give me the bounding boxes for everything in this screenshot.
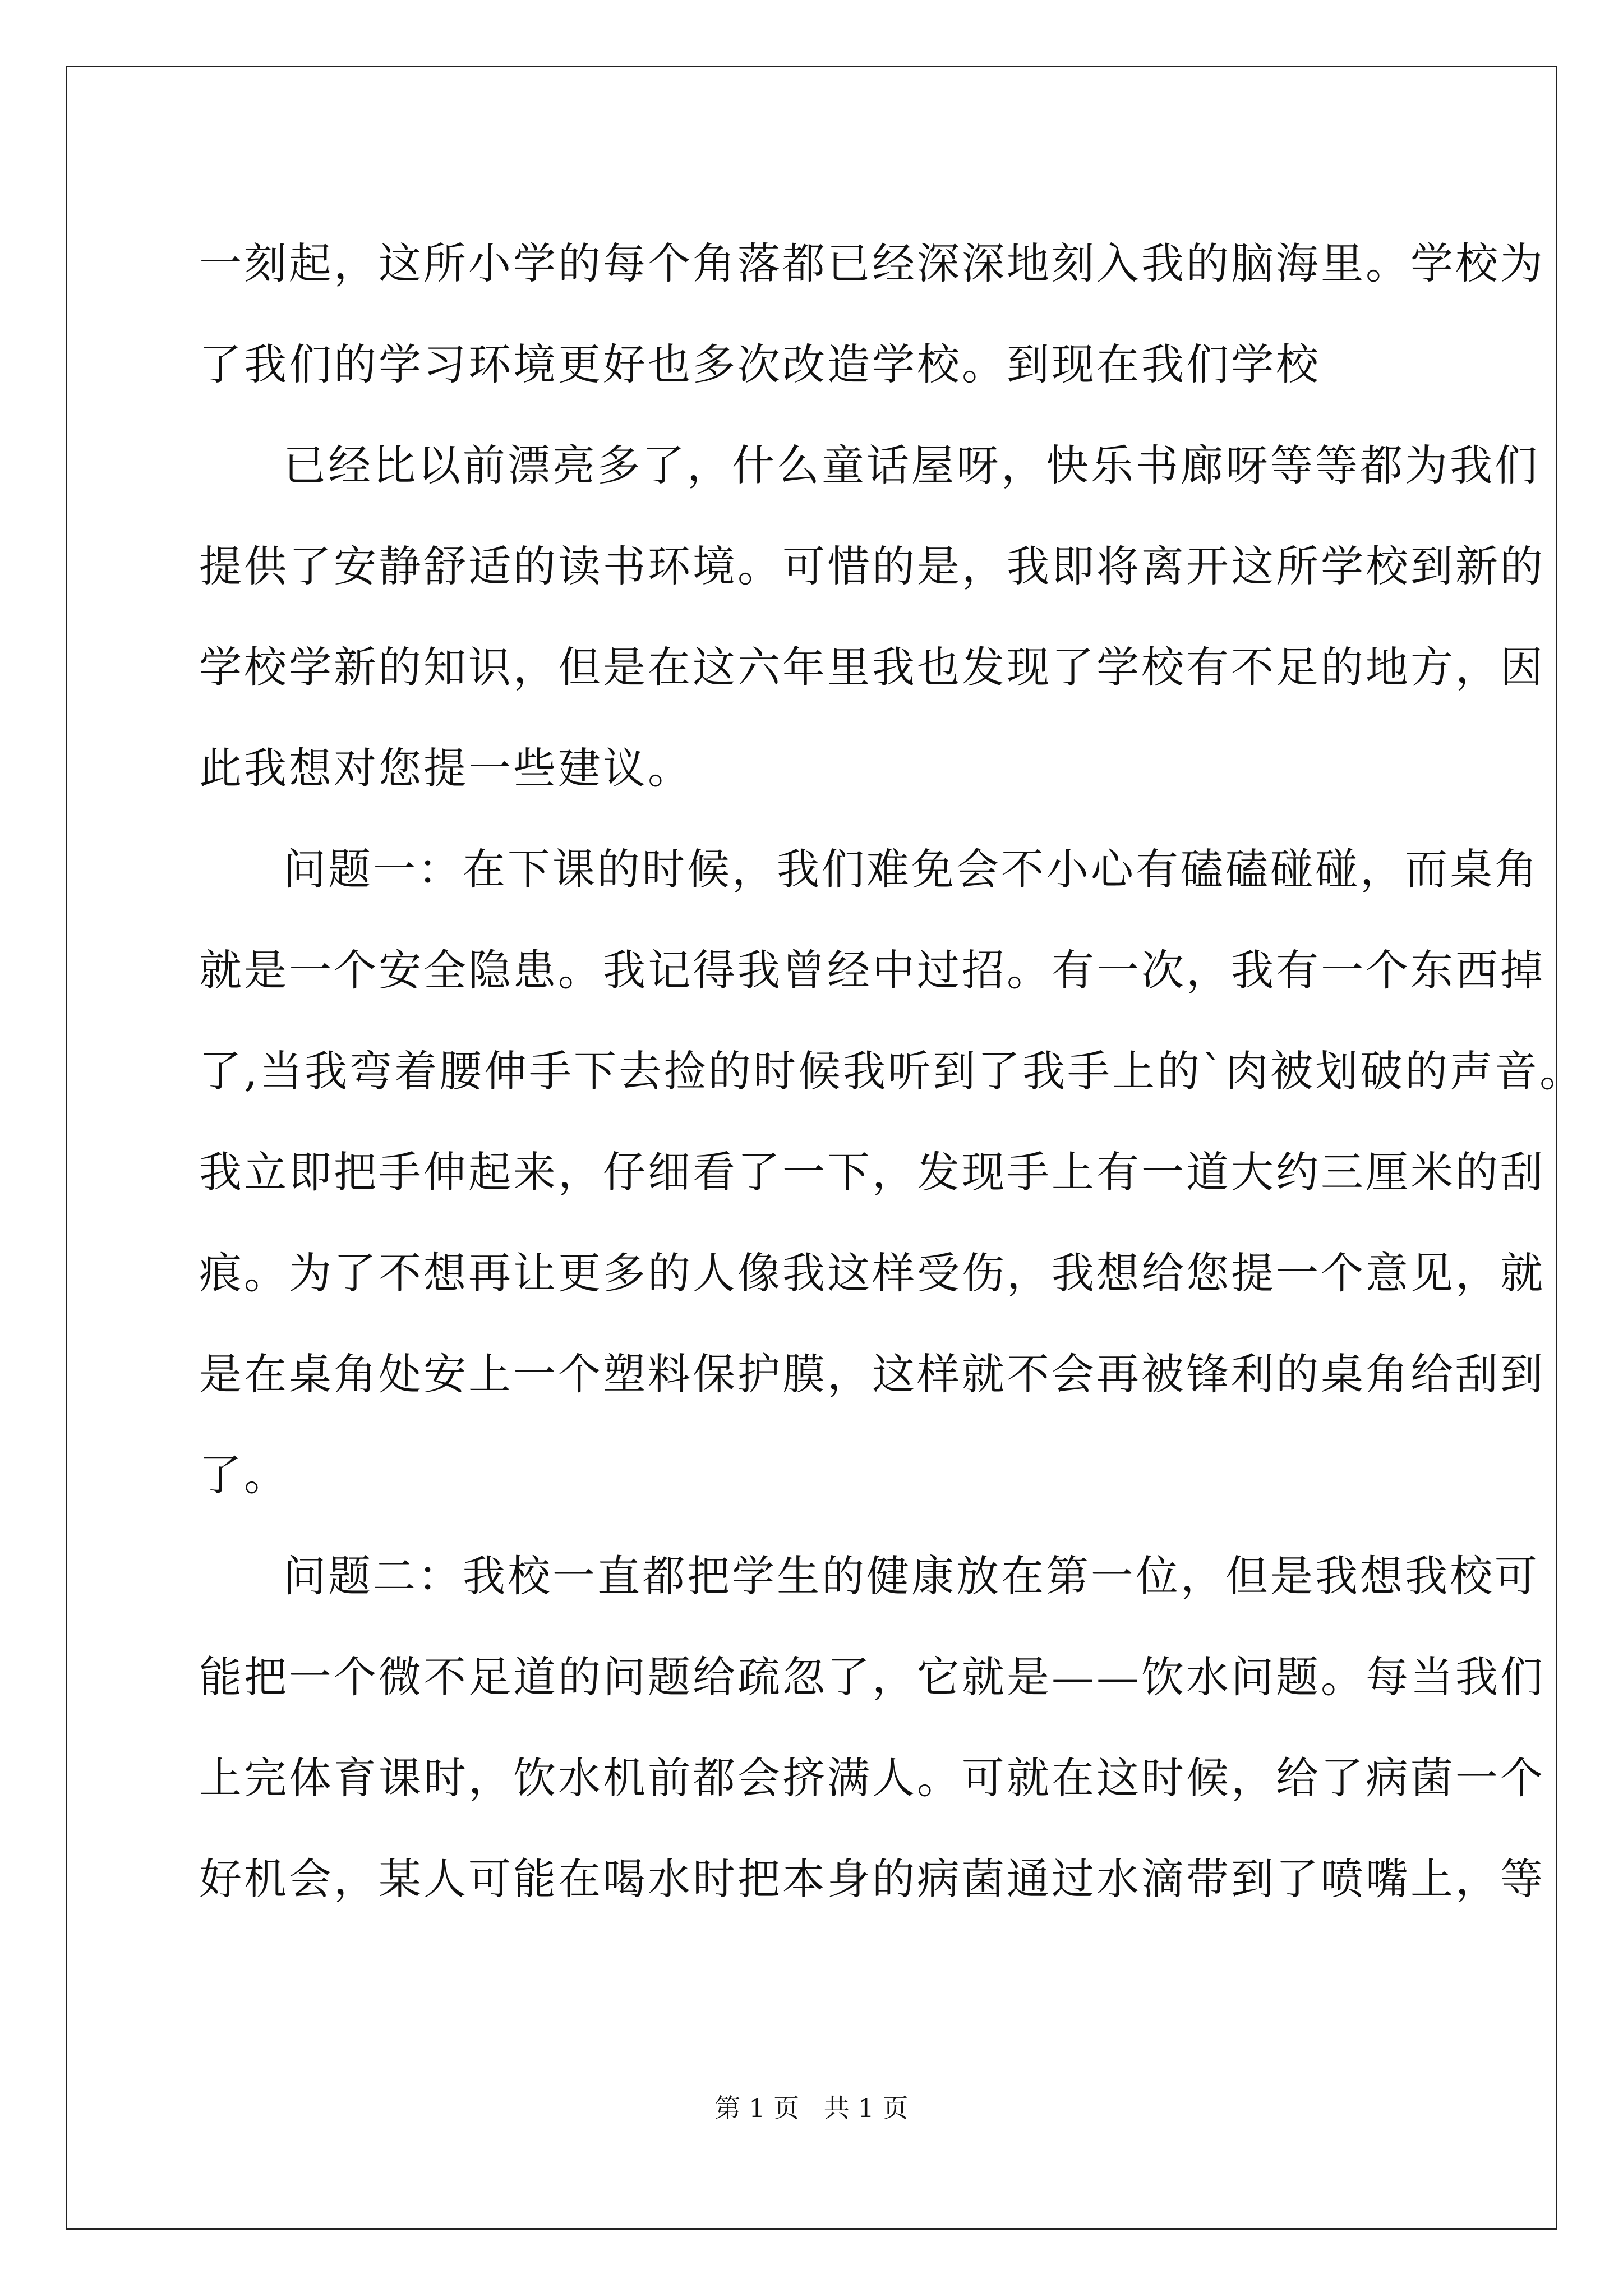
text-line: 就是一个安全隐患。我记得我曾经中过招。有一次，我有一个东西掉	[199, 945, 1545, 995]
text-line: 学校学新的知识，但是在这六年里我也发现了学校有不足的地方，因	[199, 642, 1545, 692]
text-line: 了我们的学习环境更好也多次改造学校。到现在我们学校	[199, 339, 1321, 389]
text-line: 是在桌角处安上一个塑料保护膜，这样就不会再被锋利的桌角给刮到	[199, 1349, 1545, 1399]
page-number-footer: 第 1 页 共 1 页	[714, 2093, 909, 2123]
paragraph-start-line: 已经比以前漂亮多了，什么童话屋呀，快乐书廊呀等等都为我们	[283, 440, 1539, 490]
text-line: 能把一个微不足道的问题给疏忽了，它就是——饮水问题。每当我们	[199, 1652, 1545, 1702]
text-line: 痕。为了不想再让更多的人像我这样受伤，我想给您提一个意见，就	[199, 1248, 1545, 1298]
text-line: 了,当我弯着腰伸手下去捡的时候我听到了我手上的`肉被划破的声音。	[199, 1046, 1585, 1096]
text-line: 好机会，某人可能在喝水时把本身的病菌通过水滴带到了喷嘴上，等	[199, 1854, 1545, 1904]
paragraph-start-line: 问题二：我校一直都把学生的健康放在第一位，但是我想我校可	[283, 1551, 1539, 1601]
text-line: 一刻起，这所小学的每个角落都已经深深地刻入我的脑海里。学校为	[199, 238, 1545, 288]
text-line: 上完体育课时，饮水机前都会挤满人。可就在这时候，给了病菌一个	[199, 1753, 1545, 1803]
text-line: 此我想对您提一些建议。	[199, 743, 693, 793]
paragraph-start-line: 问题一：在下课的时候，我们难免会不小心有磕磕碰碰，而桌角	[283, 844, 1539, 894]
document-body	[199, 213, 1585, 1930]
text-line: 了。	[199, 1450, 289, 1500]
text-line: 提供了安静舒适的读书环境。可惜的是，我即将离开这所学校到新的	[199, 541, 1545, 591]
text-line: 我立即把手伸起来，仔细看了一下，发现手上有一道大约三厘米的刮	[199, 1147, 1545, 1197]
